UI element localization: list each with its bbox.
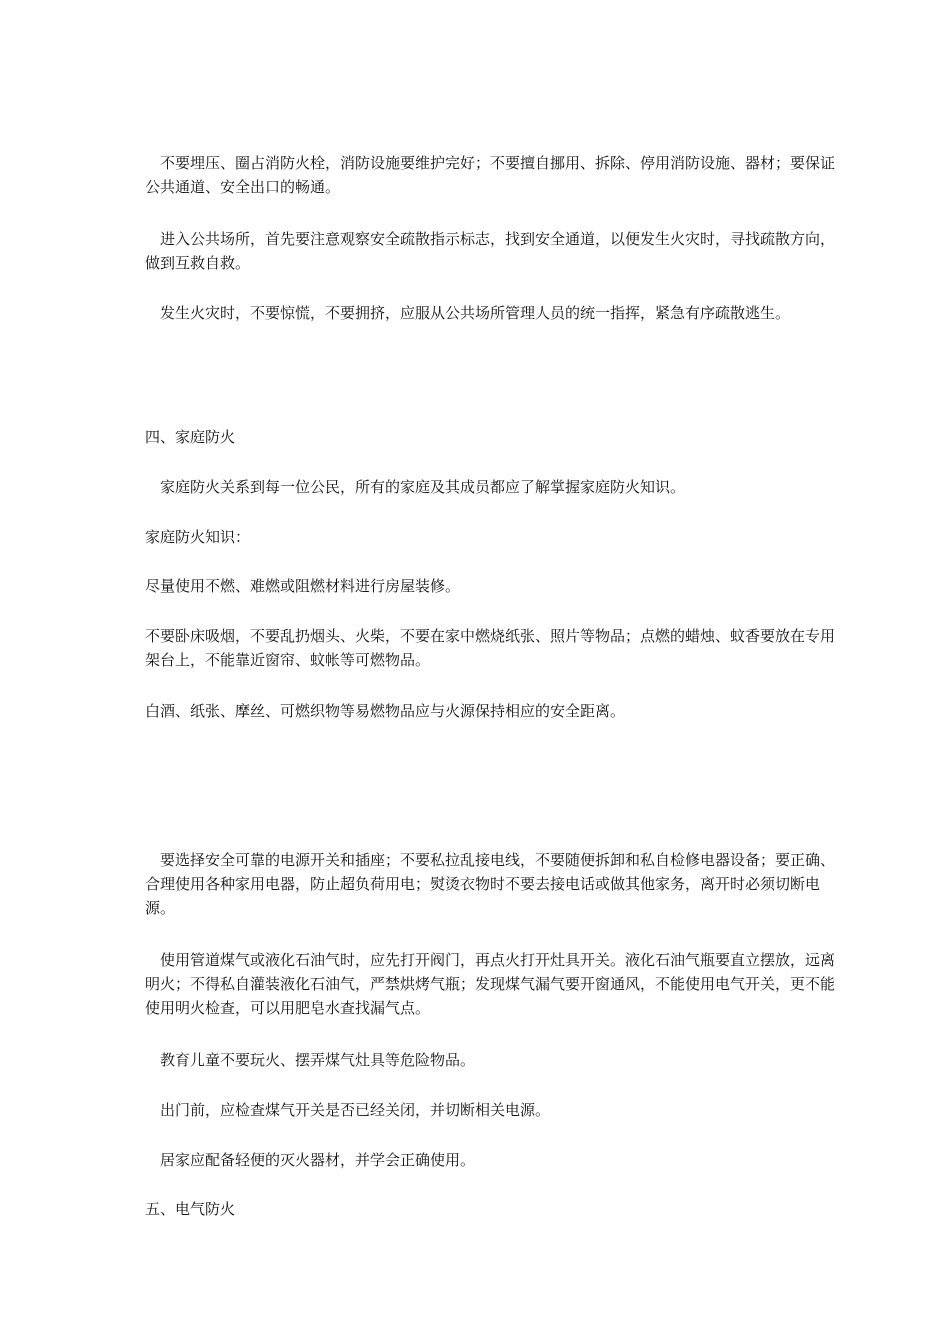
paragraph-fire-evacuation: 发生火灾时，不要惊慌，不要拥挤，应服从公共场所管理人员的统一指挥，紧急有序疏散逃生。 — [145, 304, 791, 322]
paragraph-before-leaving: 出门前，应检查煤气开关是否已经关闭，并切断相关电源。 — [145, 1101, 551, 1119]
paragraph-flammables-distance: 白酒、纸张、摩丝、可燃织物等易燃物品应与火源保持相应的安全距离。 — [145, 702, 626, 720]
section-heading-electrical-fire-prevention: 五、电气防火 — [145, 1200, 236, 1218]
paragraph-public-places: 进入公共场所，首先要注意观察安全疏散指示标志，找到安全通道，以便发生火灾时，寻找疏散方向，做到互救自救。 — [145, 230, 836, 272]
paragraph-no-smoking-in-bed: 不要卧床吸烟，不要乱扔烟头、火柴，不要在家中燃烧纸张、照片等物品；点燃的蜡烛、蚊香要放在专用架台上，不能靠近窗帘、蚊帐等可燃物品。 — [145, 627, 836, 669]
paragraph-home-knowledge-label: 家庭防火知识： — [145, 528, 251, 546]
section-heading-home-fire-prevention: 四、家庭防火 — [145, 428, 236, 446]
paragraph-children-education: 教育儿童不要玩火、摆弄煤气灶具等危险物品。 — [145, 1051, 476, 1069]
paragraph-electrical-safety: 要选择安全可靠的电源开关和插座；不要私拉乱接电线，不要随便拆卸和私自检修电器设备；要正确、合理使用各种家用电器，防止超负荷用电；熨烫衣物时不要去接电话或做其他家务，离开时必须切断电源。 — [145, 851, 836, 917]
paragraph-fire-facilities: 不要埋压、圈占消防火栓，消防设施要维护完好；不要擅自挪用、拆除、停用消防设施、器材；要保证公共通道、安全出口的畅通。 — [145, 154, 836, 196]
paragraph-fire-extinguisher: 居家应配备轻便的灭火器材，并学会正确使用。 — [145, 1151, 476, 1169]
paragraph-gas-safety: 使用管道煤气或液化石油气时，应先打开阀门，再点火打开灶具开关。液化石油气瓶要直立摆放，远离明火；不得私自灌装液化石油气，严禁烘烤气瓶；发现煤气漏气要开窗通风，不能使用电气开关，更不能使用明火检查，可以用肥皂水查找漏气点。 — [145, 951, 836, 1017]
paragraph-home-intro: 家庭防火关系到每一位公民，所有的家庭及其成员都应了解掌握家庭防火知识。 — [145, 478, 686, 496]
paragraph-renovation-materials: 尽量使用不燃、难燃或阻燃材料进行房屋装修。 — [145, 577, 461, 595]
